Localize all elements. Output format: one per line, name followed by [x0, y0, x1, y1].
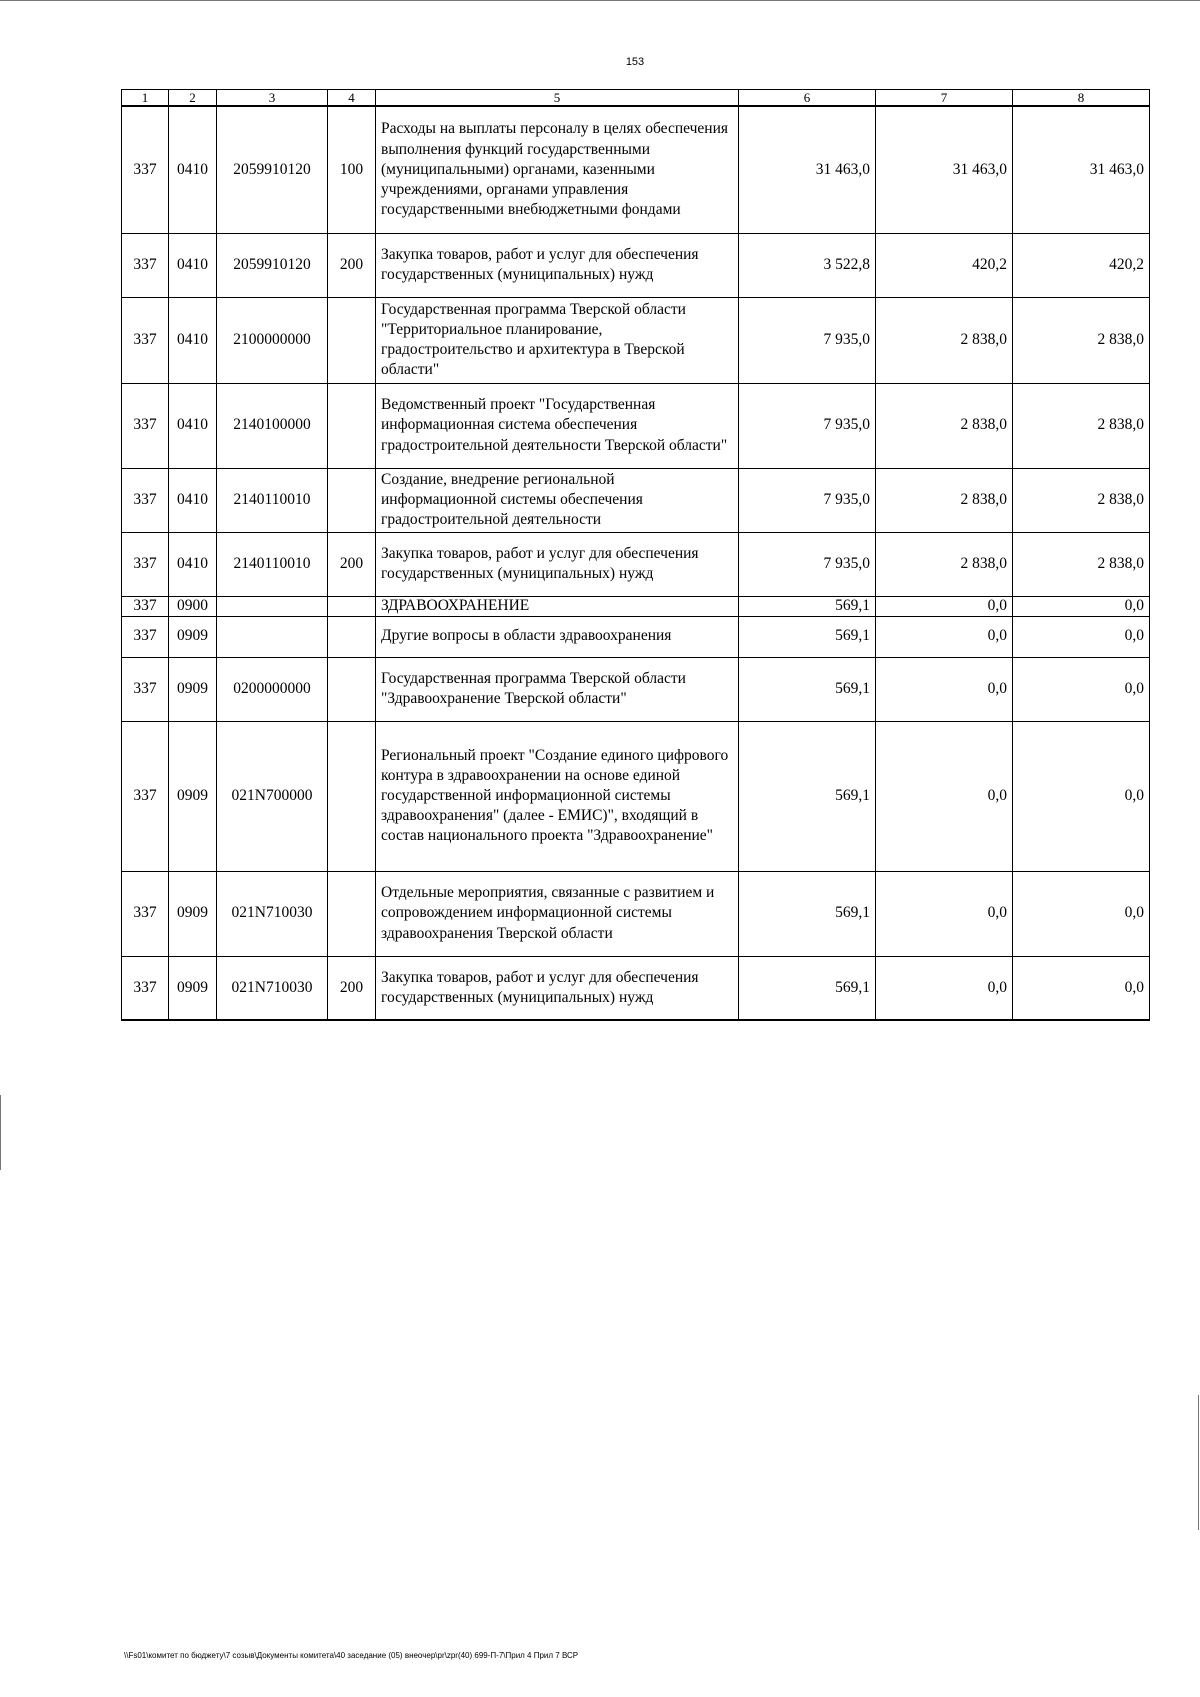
header-col-2: 2	[169, 90, 217, 107]
cell-section-code: 0410	[169, 383, 217, 468]
cell-description: Государственная программа Тверской области "Территориальное планирование, градостроительство и архитектура в Тверской области"	[376, 297, 739, 383]
cell-target-article: 021N710030	[217, 956, 328, 1020]
cell-description: Государственная программа Тверской области "Здравоохранение Тверской области"	[376, 657, 739, 721]
cell-expense-type	[328, 721, 376, 871]
cell-target-article: 0200000000	[217, 657, 328, 721]
table-row	[122, 383, 1150, 468]
page-number: 153	[625, 56, 645, 68]
header-col-6: 6	[739, 90, 876, 107]
cell-expense-type: 200	[328, 532, 376, 596]
cell-amount-col6: 569,1	[739, 871, 876, 956]
cell-amount-col7: 420,2	[876, 233, 1013, 297]
cell-amount-col8: 2 838,0	[1013, 468, 1150, 532]
cell-target-article	[217, 616, 328, 657]
cell-admin-code: 337	[122, 233, 169, 297]
header-col-4: 4	[328, 90, 376, 107]
cell-section-code: 0909	[169, 721, 217, 871]
cell-admin-code: 337	[122, 297, 169, 383]
cell-expense-type	[328, 383, 376, 468]
cell-expense-type	[328, 657, 376, 721]
cell-section-code: 0900	[169, 596, 217, 616]
cell-expense-type	[328, 871, 376, 956]
cell-description: Закупка товаров, работ и услуг для обеспечения государственных (муниципальных) нужд	[376, 532, 739, 596]
cell-target-article: 021N700000	[217, 721, 328, 871]
cell-section-code: 0410	[169, 297, 217, 383]
cell-amount-col8: 420,2	[1013, 233, 1150, 297]
cell-description: Региональный проект "Создание единого цифрового контура в здравоохранении на основе единой государственной информационной системы здравоохранения" (далее - ЕМИС)", входящий в состав национального проекта "Здравоохранение"	[376, 721, 739, 871]
cell-section-code: 0909	[169, 657, 217, 721]
cell-amount-col8: 0,0	[1013, 956, 1150, 1020]
cell-amount-col8: 2 838,0	[1013, 297, 1150, 383]
table-row	[122, 956, 1150, 1020]
cell-expense-type	[328, 616, 376, 657]
cell-target-article: 2059910120	[217, 106, 328, 233]
table-row	[122, 657, 1150, 721]
cell-amount-col7: 2 838,0	[876, 532, 1013, 596]
cell-target-article	[217, 596, 328, 616]
cell-amount-col7: 0,0	[876, 596, 1013, 616]
table-row	[122, 871, 1150, 956]
cell-section-code: 0410	[169, 468, 217, 532]
cell-section-code: 0410	[169, 106, 217, 233]
table-row	[122, 596, 1150, 616]
cell-admin-code: 337	[122, 871, 169, 956]
header-col-7: 7	[876, 90, 1013, 107]
cell-description: Создание, внедрение региональной информационной системы обеспечения градостроительной деятельности	[376, 468, 739, 532]
table-row	[122, 532, 1150, 596]
cell-section-code: 0909	[169, 871, 217, 956]
cell-description: Ведомственный проект "Государственная информационная система обеспечения градостроительной деятельности Тверской области"	[376, 383, 739, 468]
cell-section-code: 0909	[169, 956, 217, 1020]
cell-expense-type: 200	[328, 233, 376, 297]
cell-amount-col7: 0,0	[876, 657, 1013, 721]
cell-admin-code: 337	[122, 383, 169, 468]
cell-target-article: 021N710030	[217, 871, 328, 956]
cell-description: Другие вопросы в области здравоохранения	[376, 616, 739, 657]
cell-amount-col6: 31 463,0	[739, 106, 876, 233]
cell-amount-col6: 569,1	[739, 956, 876, 1020]
cell-amount-col8: 0,0	[1013, 616, 1150, 657]
table-row	[122, 721, 1150, 871]
header-col-8: 8	[1013, 90, 1150, 107]
cell-description: Закупка товаров, работ и услуг для обеспечения государственных (муниципальных) нужд	[376, 956, 739, 1020]
header-col-5: 5	[376, 90, 739, 107]
cell-amount-col7: 2 838,0	[876, 383, 1013, 468]
cell-amount-col7: 31 463,0	[876, 106, 1013, 233]
table-row	[122, 616, 1150, 657]
cell-admin-code: 337	[122, 468, 169, 532]
cell-section-code: 0410	[169, 233, 217, 297]
cell-expense-type	[328, 468, 376, 532]
cell-amount-col8: 2 838,0	[1013, 383, 1150, 468]
cell-description: Закупка товаров, работ и услуг для обеспечения государственных (муниципальных) нужд	[376, 233, 739, 297]
header-col-1: 1	[122, 90, 169, 107]
cell-expense-type	[328, 596, 376, 616]
cell-amount-col6: 7 935,0	[739, 468, 876, 532]
cell-section-code: 0909	[169, 616, 217, 657]
cell-description: Расходы на выплаты персоналу в целях обеспечения выполнения функций государственными (муниципальными) органами, казенными учреждениями, органами управления государственными внебюджетными фондами	[376, 106, 739, 233]
cell-amount-col7: 0,0	[876, 956, 1013, 1020]
cell-amount-col8: 0,0	[1013, 721, 1150, 871]
cell-admin-code: 337	[122, 956, 169, 1020]
cell-amount-col6: 569,1	[739, 721, 876, 871]
cell-amount-col7: 0,0	[876, 616, 1013, 657]
cell-expense-type: 100	[328, 106, 376, 233]
cell-admin-code: 337	[122, 657, 169, 721]
cell-amount-col8: 31 463,0	[1013, 106, 1150, 233]
header-col-3: 3	[217, 90, 328, 107]
cell-amount-col6: 569,1	[739, 596, 876, 616]
table-row	[122, 297, 1150, 383]
cell-description: ЗДРАВООХРАНЕНИЕ	[376, 596, 739, 616]
cell-amount-col6: 7 935,0	[739, 383, 876, 468]
scan-top-edge	[0, 0, 1200, 1]
cell-target-article: 2059910120	[217, 233, 328, 297]
cell-amount-col7: 2 838,0	[876, 297, 1013, 383]
cell-target-article: 2140110010	[217, 468, 328, 532]
cell-admin-code: 337	[122, 616, 169, 657]
table-row	[122, 233, 1150, 297]
cell-amount-col6: 3 522,8	[739, 233, 876, 297]
cell-expense-type	[328, 297, 376, 383]
table-row	[122, 468, 1150, 532]
cell-section-code: 0410	[169, 532, 217, 596]
cell-amount-col8: 0,0	[1013, 596, 1150, 616]
cell-amount-col7: 0,0	[876, 871, 1013, 956]
cell-expense-type: 200	[328, 956, 376, 1020]
table-row	[122, 106, 1150, 233]
cell-amount-col8: 0,0	[1013, 871, 1150, 956]
cell-admin-code: 337	[122, 532, 169, 596]
cell-target-article: 2140100000	[217, 383, 328, 468]
cell-amount-col8: 2 838,0	[1013, 532, 1150, 596]
table-header-row	[122, 90, 1150, 107]
cell-admin-code: 337	[122, 721, 169, 871]
cell-amount-col7: 2 838,0	[876, 468, 1013, 532]
scan-left-edge	[0, 1095, 1, 1170]
cell-amount-col6: 569,1	[739, 657, 876, 721]
budget-table	[121, 89, 1150, 1021]
footer-file-path: \\Fs01\комитет по бюджету\7 созыв\Документы комитета\40 заседание (05) внеочер\pr\zpr(40) 699-П-7\Прил 4 Прил 7 ВСР	[124, 1651, 579, 1660]
cell-amount-col8: 0,0	[1013, 657, 1150, 721]
scan-right-edge	[1198, 1395, 1199, 1530]
cell-target-article: 2140110010	[217, 532, 328, 596]
cell-target-article: 2100000000	[217, 297, 328, 383]
cell-amount-col6: 569,1	[739, 616, 876, 657]
cell-amount-col6: 7 935,0	[739, 297, 876, 383]
cell-amount-col7: 0,0	[876, 721, 1013, 871]
cell-description: Отдельные мероприятия, связанные с развитием и сопровождением информационной системы здравоохранения Тверской области	[376, 871, 739, 956]
cell-amount-col6: 7 935,0	[739, 532, 876, 596]
cell-admin-code: 337	[122, 596, 169, 616]
cell-admin-code: 337	[122, 106, 169, 233]
